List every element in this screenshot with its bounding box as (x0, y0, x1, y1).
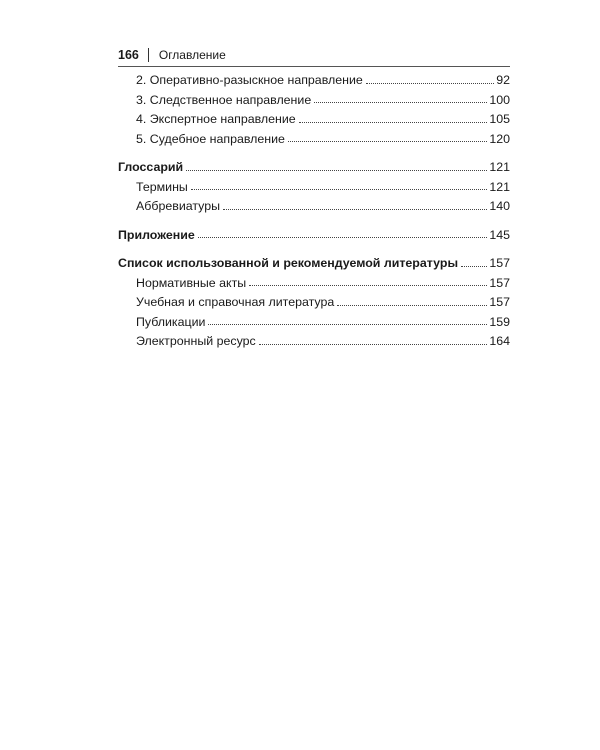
toc-entry-label: Публикации (136, 314, 206, 329)
toc-section-references[interactable] (118, 252, 510, 272)
toc-entry-label: Учебная и справочная литература (136, 295, 335, 310)
toc-section-glossary[interactable] (118, 156, 510, 176)
dot-leader (259, 344, 488, 345)
dot-leader (191, 189, 487, 190)
toc-entry-page: 121 (489, 179, 510, 194)
dot-leader (299, 122, 488, 123)
header-separator (148, 48, 149, 62)
toc-entry-label: Список использованной и рекомендуемой литературы (118, 256, 459, 271)
toc-entry[interactable] (118, 291, 510, 311)
toc-entry-page: 140 (489, 199, 510, 214)
toc-entry-label: Аббревиатуры (136, 199, 221, 214)
toc-entry-page: 100 (489, 92, 510, 107)
toc-entry-label: 2. Оперативно-разыскное направление (136, 73, 363, 88)
dot-leader (198, 237, 488, 238)
table-of-contents (118, 69, 510, 350)
toc-entry-page: 145 (489, 227, 510, 242)
toc-entry[interactable] (118, 69, 510, 89)
dot-leader (366, 83, 494, 84)
toc-entry[interactable] (118, 89, 510, 109)
toc-entry[interactable] (118, 330, 510, 350)
toc-entry-page: 120 (489, 131, 510, 146)
toc-entry-page: 157 (489, 275, 510, 290)
toc-entry-label: Электронный ресурс (136, 334, 256, 349)
toc-entry[interactable] (118, 195, 510, 215)
dot-leader (223, 209, 487, 210)
header-title: Оглавление (158, 48, 226, 62)
toc-entry[interactable] (118, 176, 510, 196)
toc-entry-label: Глоссарий (118, 160, 184, 175)
dot-leader (314, 102, 487, 103)
page-number: 166 (118, 48, 139, 62)
toc-entry-page: 92 (496, 73, 510, 88)
toc-entry[interactable] (118, 128, 510, 148)
toc-entry[interactable] (118, 311, 510, 331)
dot-leader (337, 305, 487, 306)
toc-entry-page: 159 (489, 314, 510, 329)
dot-leader (249, 285, 487, 286)
toc-entry-label: 3. Следственное направление (136, 92, 312, 107)
toc-entry[interactable] (118, 272, 510, 292)
toc-entry[interactable] (118, 108, 510, 128)
toc-entry-label: Термины (136, 179, 188, 194)
toc-entry-page: 157 (489, 295, 510, 310)
toc-entry-page: 105 (489, 112, 510, 127)
toc-entry-label: Приложение (118, 227, 195, 242)
dot-leader (186, 170, 487, 171)
toc-entry-page: 157 (489, 256, 510, 271)
header-rule (118, 66, 510, 67)
toc-entry-page: 164 (489, 334, 510, 349)
toc-section-appendix[interactable] (118, 224, 510, 244)
running-header (118, 46, 510, 64)
toc-entry-label: 5. Судебное направление (136, 131, 285, 146)
toc-entry-label: 4. Экспертное направление (136, 112, 296, 127)
dot-leader (208, 324, 487, 325)
dot-leader (461, 266, 487, 267)
toc-entry-label: Нормативные акты (136, 275, 247, 290)
toc-entry-page: 121 (489, 160, 510, 175)
dot-leader (288, 141, 487, 142)
